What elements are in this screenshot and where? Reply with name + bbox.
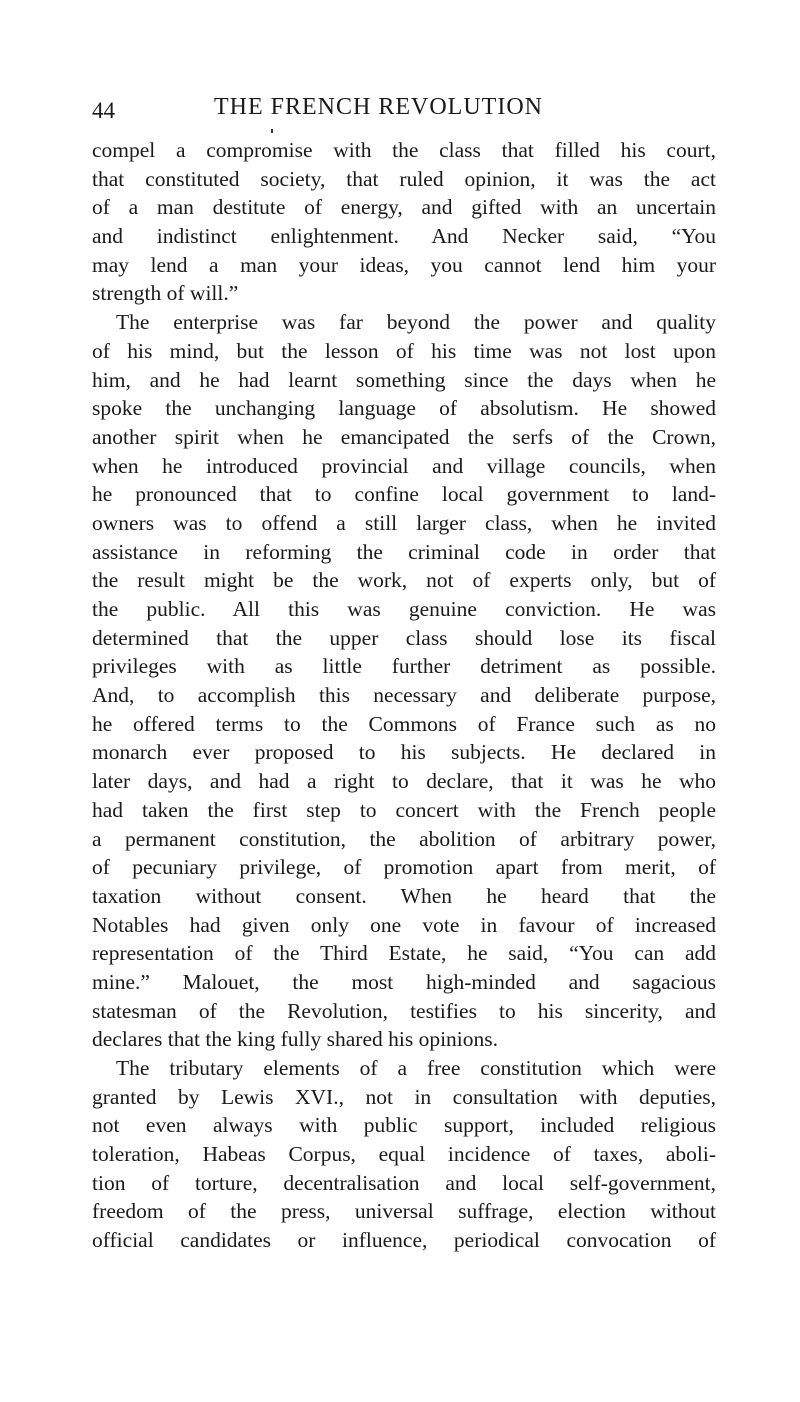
text-line: of pecuniary privilege, of promotion apart from merit, of xyxy=(92,855,716,880)
text-line: privileges with as little further detriment as possible. xyxy=(92,654,716,679)
text-line: determined that the upper class should lose its fiscal xyxy=(92,625,716,650)
text-line: him, and he had learnt something since the days when he xyxy=(92,367,716,392)
running-title: THE FRENCH REVOLUTION xyxy=(214,94,543,120)
text-line: compel a compromise with the class that filled his court, xyxy=(92,138,716,162)
paragraph xyxy=(92,1054,716,1255)
text-line: spoke the unchanging language of absolutism. He showed xyxy=(92,396,716,421)
text-line: the public. All this was genuine conviction. He was xyxy=(92,597,716,621)
text-line: later days, and had a right to declare, that it was he who xyxy=(92,769,716,794)
paragraph xyxy=(92,308,716,1054)
text-line: representation of the Third Estate, he said, “You can add xyxy=(92,941,716,966)
text-line: official candidates or influence, periodical convocation of xyxy=(92,1228,716,1253)
page-body xyxy=(92,136,716,1255)
text-line: freedom of the press, universal suffrage, election without xyxy=(92,1199,716,1224)
text-line: toleration, Habeas Corpus, equal incidence of taxes, aboli- xyxy=(92,1142,716,1167)
text-line: he pronounced that to confine local government to land- xyxy=(92,482,716,507)
text-line: owners was to offend a still larger class, when he invited xyxy=(92,510,716,535)
text-line: strength of will.” xyxy=(92,281,239,306)
text-line: of his mind, but the lesson of his time was not lost upon xyxy=(92,338,716,363)
text-line: tion of torture, decentralisation and local self-government, xyxy=(92,1170,716,1195)
text-line: not even always with public support, included religious xyxy=(92,1113,716,1138)
text-line: when he introduced provincial and village councils, when xyxy=(92,453,716,478)
scan-speck xyxy=(271,129,273,133)
text-line: may lend a man your ideas, you cannot lend him your xyxy=(92,252,716,277)
text-line: of a man destitute of energy, and gifted with an uncertain xyxy=(92,195,716,220)
text-line: The enterprise was far beyond the power and quality xyxy=(116,310,716,335)
text-line: The tributary elements of a free constitution which were xyxy=(116,1056,716,1080)
text-line: monarch ever proposed to his subjects. He declared in xyxy=(92,740,716,765)
text-line: he offered terms to the Commons of France such as no xyxy=(92,711,716,736)
text-line: that constituted society, that ruled opinion, it was the act xyxy=(92,166,716,191)
text-line: And, to accomplish this necessary and deliberate purpose, xyxy=(92,683,716,708)
text-line: had taken the first step to concert with the French people xyxy=(92,797,716,822)
page-number: 44 xyxy=(92,98,115,123)
text-line: statesman of the Revolution, testifies to his sincerity, and xyxy=(92,998,716,1023)
text-line: declares that the king fully shared his opinions. xyxy=(92,1027,499,1052)
text-line: taxation without consent. When he heard that the xyxy=(92,883,716,908)
text-line: and indistinct enlightenment. And Necker said, “You xyxy=(92,224,716,249)
text-line: the result might be the work, not of experts only, but of xyxy=(92,568,716,593)
text-line: mine.” Malouet, the most high-minded and sagacious xyxy=(92,969,716,994)
paragraph xyxy=(92,136,716,308)
text-line: a permanent constitution, the abolition of arbitrary power, xyxy=(92,826,716,851)
page-header xyxy=(92,94,716,128)
text-line: granted by Lewis XVI., not in consultation with deputies, xyxy=(92,1084,716,1109)
text-line: assistance in reforming the criminal code in order that xyxy=(92,539,716,564)
text-line: Notables had given only one vote in favour of increased xyxy=(92,912,716,937)
text-line: another spirit when he emancipated the serfs of the Crown, xyxy=(92,424,716,449)
